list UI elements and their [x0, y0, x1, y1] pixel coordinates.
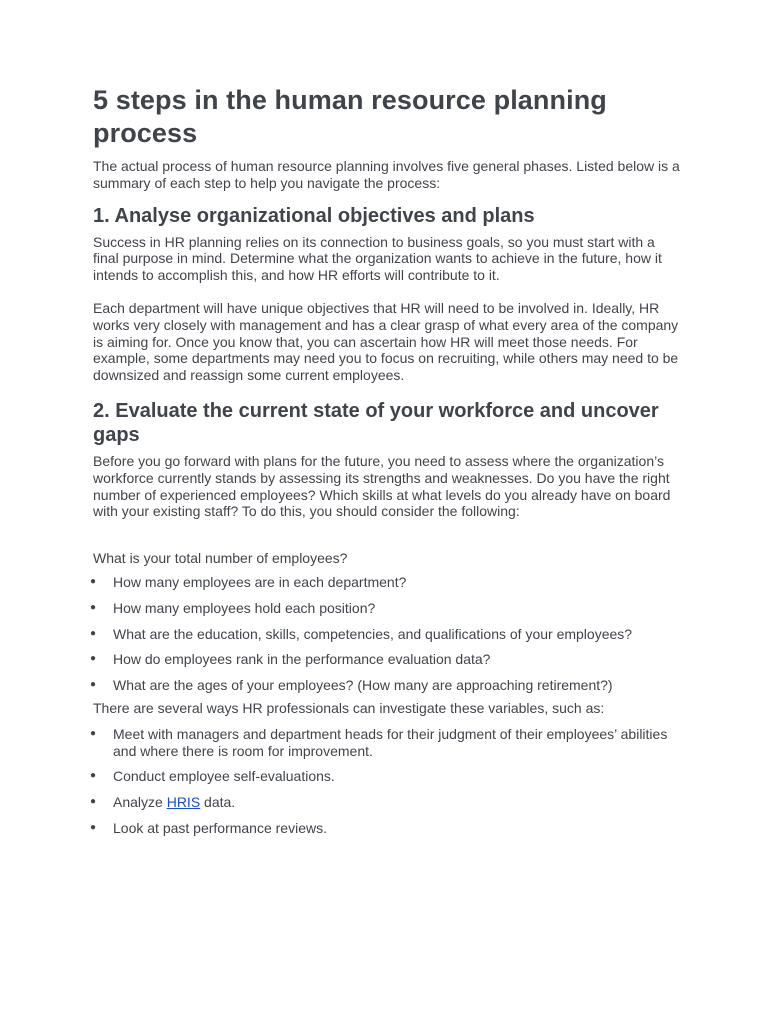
bullet-icon: ●: [90, 601, 97, 613]
step1-paragraph-2: Each department will have unique objectives that HR will need to be involved in. Ideally, HR works very closely with management and has a clear grasp of what every area of the company is aiming for. Once you know that, you can ascertain how HR will meet those needs. For example, some departments may need you to focus on recruiting, while others may need to be downsized and reassign some current employees.: [93, 299, 679, 384]
bullet-icon: ●: [90, 796, 97, 808]
step1-heading: 1. Analyse organizational objectives and plans: [93, 204, 535, 227]
list-item-text: How many employees are in each department?: [113, 573, 407, 590]
total-employees-question: What is your total number of employees?: [93, 550, 348, 567]
list-item-text: How many employees hold each position?: [113, 599, 376, 616]
list-item-text: data.: [200, 794, 236, 811]
step2-paragraph-1: Before you go forward with plans for the future, you need to assess where the organization’s workforce currently stands by assessing its strengths and weaknesses. Do you have the right number of experienced employees? Which skills at what levels do you already have on board with your existing staff? To do this, you should consider the following:: [93, 452, 671, 520]
step2-heading: 2. Evaluate the current state of your workforce and uncover gaps: [93, 399, 659, 446]
list-item-text: How do employees rank in the performance evaluation data?: [113, 651, 491, 668]
investigation-methods-list: [90, 725, 683, 837]
list-item-text: Analyze: [113, 794, 167, 811]
list-item: [90, 651, 683, 668]
document-page: [90, 84, 683, 846]
intro-paragraph: The actual process of human resource planning involves five general phases. Listed below is a summary of each step to help you navigate the process:: [93, 158, 680, 191]
investigation-methods-intro: There are several ways HR professionals can investigate these variables, such as:: [93, 699, 605, 716]
bullet-icon: ●: [90, 770, 97, 782]
bullet-icon: ●: [90, 727, 97, 739]
list-item: [90, 794, 683, 811]
list-item: [90, 599, 683, 617]
step1-paragraph-1: Success in HR planning relies on its connection to business goals, so you must start with a final purpose in mind. Determine what the organization wants to achieve in the future, how it intends to accomplish this, and how HR efforts will contribute to it.: [93, 233, 662, 284]
list-item-text: Meet with managers and department heads for their judgment of their employees’ abilities and where there is room for improvement.: [113, 725, 668, 759]
list-item: [90, 725, 683, 760]
list-item-text: What are the ages of your employees? (How many are approaching retirement?): [113, 677, 613, 694]
list-item-text: Conduct employee self-evaluations.: [113, 768, 335, 785]
list-item: [90, 573, 683, 591]
bullet-icon: ●: [90, 627, 97, 639]
bullet-icon: ●: [90, 575, 97, 587]
bullet-icon: ●: [90, 821, 97, 833]
workforce-questions-list: [90, 573, 683, 694]
hris-link[interactable]: HRIS: [166, 794, 201, 811]
list-item: [90, 819, 683, 837]
list-item: [90, 768, 683, 785]
bullet-icon: ●: [90, 653, 97, 665]
list-item: [90, 625, 683, 643]
list-item: [90, 677, 683, 694]
list-item-text: Look at past performance reviews.: [113, 819, 327, 836]
list-item-text: What are the education, skills, competencies, and qualifications of your employees?: [113, 625, 633, 642]
page-title: 5 steps in the human resource planning process: [93, 85, 607, 148]
bullet-icon: ●: [90, 679, 97, 691]
